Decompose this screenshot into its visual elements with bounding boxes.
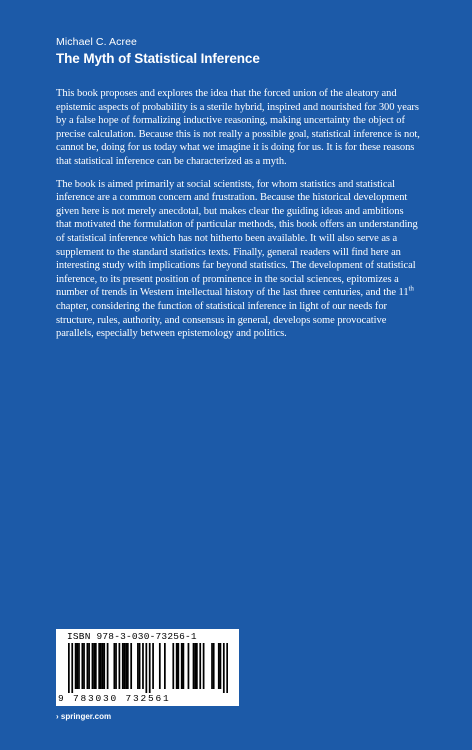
barcode-bar (183, 643, 185, 689)
barcode-digits: 9 783030 732561 (58, 693, 171, 704)
barcode-bar (113, 643, 115, 689)
barcode-bars (68, 643, 228, 693)
book-title: The Myth of Statistical Inference (56, 51, 260, 66)
blurb-paragraph-2-text: The book is aimed primarily at social scientists, for whom statistics and statistical inference are a common concern and frustration. Because the historical development given here is not merely anecdotal, but makes clear the guiding ideas and ambitions that motivated the formulation of particular methods, this book offers an understanding of statistical inference which has not hitherto been available. It will also serve as a supplement to the standard statistics texts. Finally, general readers will find here an interesting study with implications far beyond statistics. The development of statistical inference, to its present position of prominence in the social sciences, epitomizes a number of trends in Western intellectual history of the last three centuries, and the 11 (56, 178, 418, 299)
isbn-barcode (56, 629, 239, 706)
blurb (56, 87, 421, 350)
blurb-paragraph-2-text-end: chapter, considering the function of statistical inference in light of our needs for structure, rules, authority, and consensus in general, develops some provocative parallels, especially between epistemology and politics. (56, 300, 387, 340)
barcode-bar (164, 643, 166, 689)
barcode-bar (107, 643, 109, 689)
blurb-paragraph-1: This book proposes and explores the idea that the forced union of the aleatory and epistemic aspects of probability is a sterile hybrid, inspired and nourished for 300 years by a false hope of formalizing inductive reasoning, making uncertainty the object of precise calculation. Because this is not really a possible goal, statistical inference is not, cannot be, doing for us today what we imagine it is doing for us. It is for these reasons that statistical inference can be characterized as a myth. (56, 88, 420, 167)
barcode-bar (139, 643, 141, 689)
barcode-bar (75, 643, 77, 689)
barcode-bar (88, 643, 90, 689)
barcode-bar (71, 643, 73, 693)
barcode-bar (124, 643, 126, 689)
barcode-bar (193, 643, 195, 689)
publisher-link[interactable]: › springer.com (56, 712, 112, 721)
barcode-bar (81, 643, 83, 689)
barcode-bar (83, 643, 85, 689)
barcode-bar (142, 643, 144, 689)
barcode-bar (100, 643, 102, 689)
barcode-bar (188, 643, 190, 689)
barcode-bar (196, 643, 198, 689)
barcode-bar (115, 643, 117, 689)
barcode-bar (95, 643, 97, 689)
barcode-bar (218, 643, 220, 689)
barcode-bar (68, 643, 70, 693)
barcode-bar (127, 643, 129, 689)
isbn-label: ISBN 978-3-030-73256-1 (67, 631, 197, 642)
blurb-paragraph-2 (56, 178, 421, 341)
barcode-bar (76, 643, 78, 689)
barcode-bar (203, 643, 205, 689)
author-name: Michael C. Acree (56, 36, 137, 48)
barcode-bar (220, 643, 222, 689)
barcode-bar (176, 643, 178, 689)
barcode-bar (194, 643, 196, 689)
barcode-bar (211, 643, 213, 689)
barcode-bar (181, 643, 183, 689)
barcode-bar (199, 643, 201, 689)
ordinal-suffix: th (408, 284, 414, 293)
barcode-bar (137, 643, 139, 689)
barcode-bar (226, 643, 228, 693)
barcode-bar (87, 643, 89, 689)
barcode-bar (149, 643, 151, 693)
barcode-bar (93, 643, 95, 689)
barcode-bar (119, 643, 121, 689)
barcode-bar (92, 643, 94, 689)
barcode-bar (145, 643, 147, 693)
barcode-bar (130, 643, 132, 689)
barcode-bar (152, 643, 154, 689)
barcode-bar (122, 643, 124, 689)
barcode-bar (98, 643, 100, 689)
barcode-bar (103, 643, 105, 689)
barcode-bar (159, 643, 161, 689)
barcode-bar (213, 643, 215, 689)
barcode-bar (125, 643, 127, 689)
barcode-bar (102, 643, 104, 689)
barcode-bar (172, 643, 174, 689)
barcode-bar (223, 643, 225, 693)
barcode-bar (177, 643, 179, 689)
barcode-bar (78, 643, 80, 689)
